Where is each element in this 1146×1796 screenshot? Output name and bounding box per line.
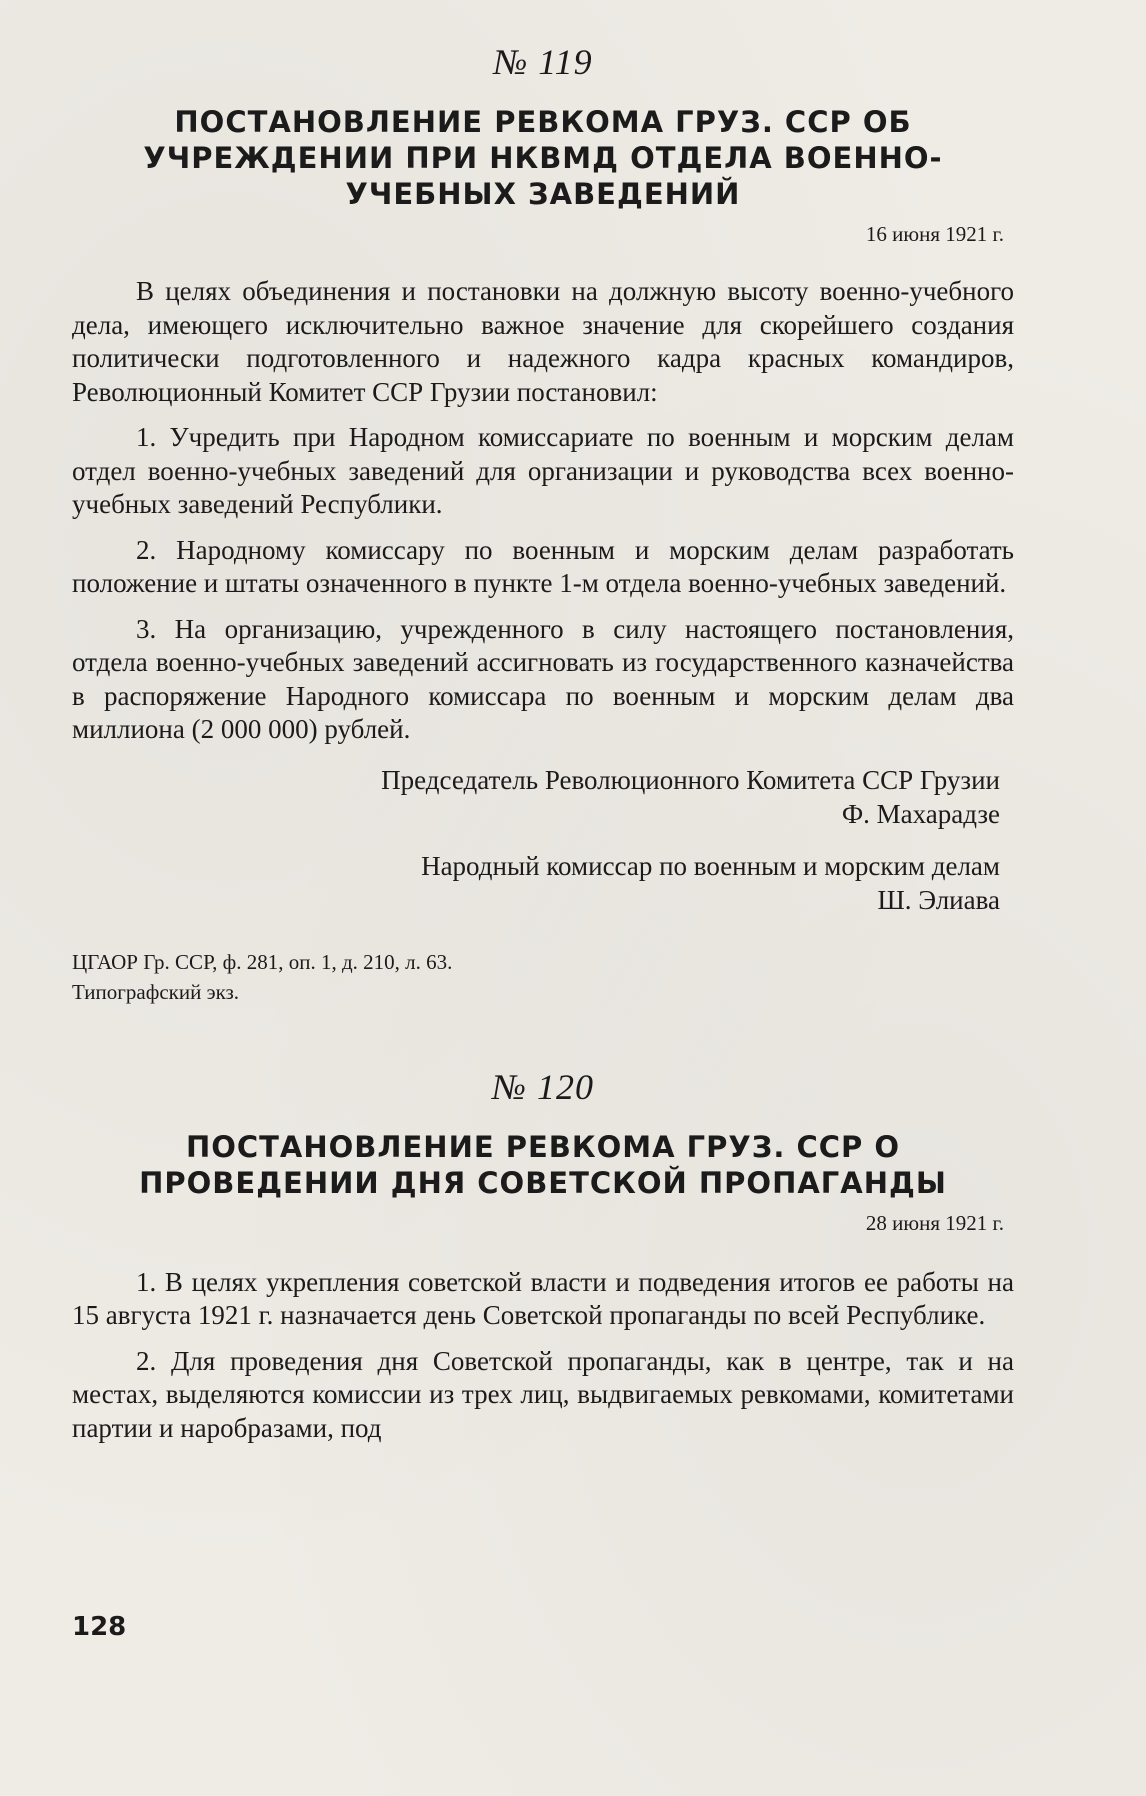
doc119-date: 16 июня 1921 г. bbox=[865, 222, 1004, 246]
signature-role: Народный комиссар по военным и морским делам bbox=[421, 850, 1000, 881]
doc119-paragraph: В целях объединения и постановки на должную высоту военно-учебного дела, имеющего исключительно важное значение для скорейшего создания политически подготовленного и надежного кадра красных командиров, Революционный Комитет ССР Грузии постановил: bbox=[72, 276, 1014, 407]
doc120-paragraph: 2. Для проведения дня Советской пропаганды, как в центре, так и на местах, выделяются комиссии из трех лиц, выдвигаемых ревкомами, комитетами партии и наробразами, под bbox=[72, 1345, 1014, 1443]
doc119-title-line: УЧРЕЖДЕНИИ ПРИ НКВМД ОТДЕЛА ВОЕННО- bbox=[143, 141, 943, 175]
doc119-paragraph: 2. Народному комиссару по военным и морским делам разработать положение и штаты означенного в пункте 1-м отдела военно-учебных заведений. bbox=[72, 534, 1014, 598]
doc119-title-line: УЧЕБНЫХ ЗАВЕДЕНИЙ bbox=[345, 177, 741, 211]
signature-block bbox=[72, 849, 1014, 917]
doc119-title bbox=[72, 104, 1014, 212]
doc120-title-line: ПРОВЕДЕНИИ ДНЯ СОВЕТСКОЙ ПРОПАГАНДЫ bbox=[139, 1165, 947, 1200]
doc119-title-line: ПОСТАНОВЛЕНИЕ РЕВКОМА ГРУЗ. ССР ОБ bbox=[174, 105, 912, 139]
doc119-paragraph: 3. На организацию, учрежденного в силу настоящего постановления, отдела военно-учебных заведений ассигновать из государственного казначейства в распоряжение Народного комиссара по военным и морским делам два миллиона (2 000 000) рублей. bbox=[72, 613, 1014, 744]
doc120-number: № 120 bbox=[492, 1066, 594, 1107]
doc119-paragraph: 1. Учредить при Народном комиссариате по военным и морским делам отдел военно-учебных заведений для организации и руководства всех военно-учебных заведений Республики. bbox=[72, 422, 1014, 519]
signature-role: Председатель Революционного Комитета ССР Грузии bbox=[381, 764, 1000, 795]
copy-type: Типографский экз. bbox=[72, 979, 240, 1004]
signature-block bbox=[72, 763, 1014, 831]
page-number: 128 bbox=[72, 1612, 127, 1642]
doc120-body bbox=[72, 1266, 1014, 1446]
doc120-title-line: ПОСТАНОВЛЕНИЕ РЕВКОМА ГРУЗ. ССР О bbox=[185, 1129, 901, 1164]
doc120-paragraph: 1. В целях укрепления советской власти и подведения итогов ее работы на 15 августа 1921 г. назначается день Советской пропаганды по всей Республике. bbox=[72, 1266, 1014, 1330]
doc120-date: 28 июня 1921 г. bbox=[865, 1210, 1004, 1235]
doc119-signatures bbox=[72, 763, 1014, 917]
signature-name: Ш. Элиава bbox=[877, 884, 1000, 915]
archive-source: ЦГАОР Гр. ССР, ф. 281, оп. 1, д. 210, л. 63. bbox=[72, 949, 453, 974]
page-content bbox=[72, 40, 1014, 1457]
doc120-title bbox=[72, 1129, 1014, 1201]
signature-name: Ф. Махарадзе bbox=[841, 798, 1000, 829]
doc119-number: № 119 bbox=[493, 42, 593, 82]
doc119-body bbox=[72, 275, 1014, 747]
doc119-archive-reference bbox=[72, 947, 1014, 1007]
